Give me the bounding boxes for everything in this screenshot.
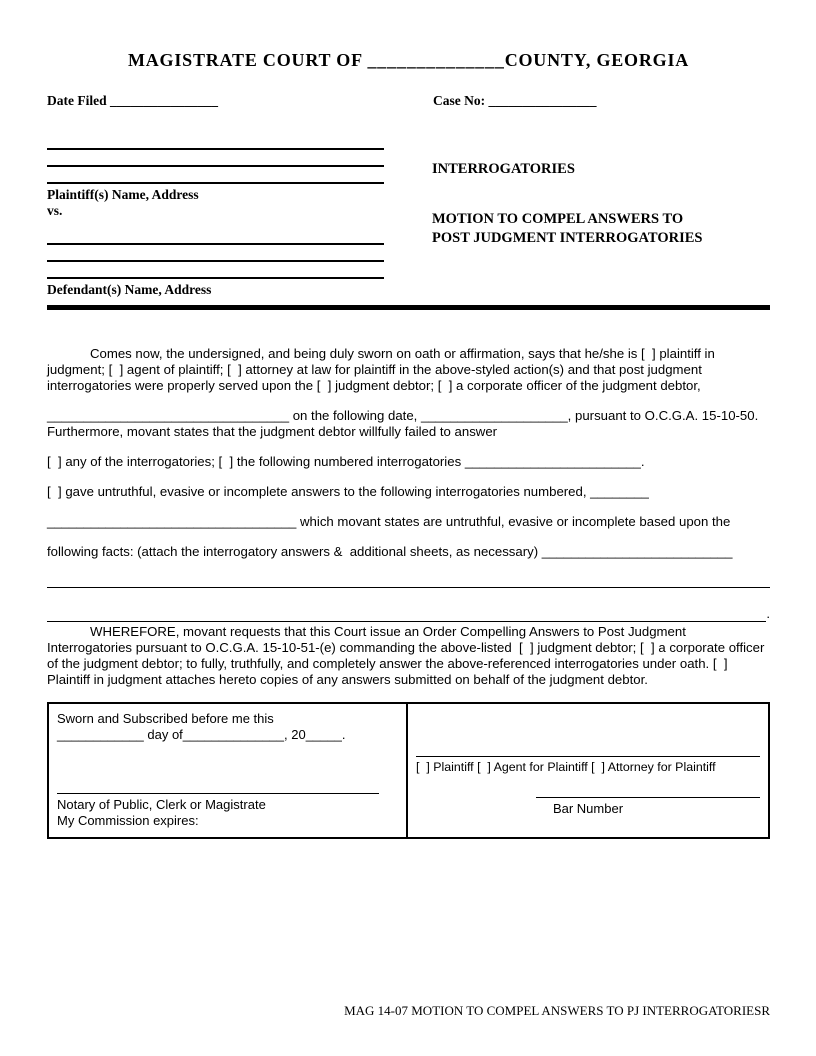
- document-headings: [432, 133, 770, 297]
- plaintiff-name-line: [47, 133, 384, 150]
- movant-capacity-row: [ ] Plaintiff [ ] Agent for Plaintiff [ ] Attorney for Plaintiff: [416, 760, 716, 774]
- plaintiff-address-line-1: [47, 150, 384, 167]
- bar-number-block: [416, 787, 760, 817]
- motion-body: [47, 346, 770, 688]
- wherefore-paragraph: WHEREFORE, movant requests that this Court issue an Order Compelling Answers to Post Judgment Interrogatories pursuant to O.C.G.A. 15-10-51-(e) commanding the above-listed [ ] judgment debtor; [ ] a corporate officer of the judgment debtor; to fully, truthfully, and completely answer the above-referenced interrogatories under oath. [ ] Plaintiff in judgment attaches hereto copies of any answers submitted on behalf of the judgment debtor.: [47, 624, 769, 687]
- interrogatories-heading: INTERROGATORIES: [432, 161, 575, 177]
- failed-answer-option: [ ] any of the interrogatories; [ ] the following numbered interrogatories ________________________.: [47, 454, 645, 469]
- defendant-address-line-1: [47, 245, 384, 262]
- motion-title-line-1: MOTION TO COMPEL ANSWERS TO: [432, 211, 684, 227]
- oath-paragraph: Comes now, the undersigned, and being duly sworn on oath or affirmation, says that he/she is [ ] plaintiff in judgment; [ ] agent of plaintiff; [ ] attorney at law for plaintiff in the above-styled action(s) and that post judgment interrogatories were properly served upon the [ ] judgment debtor; [ ] a corporate officer of the judgment debtor,: [47, 346, 719, 393]
- notary-block: [57, 781, 379, 829]
- section-divider-rule: [47, 305, 770, 310]
- facts-paragraph: following facts: (attach the interrogatory answers & additional sheets, as necessary) __________________________: [47, 544, 733, 559]
- blank-line-period: .: [766, 606, 770, 621]
- movant-signature-line: [416, 744, 760, 757]
- commission-expires-label: My Commission expires:: [57, 813, 199, 828]
- case-no-field: Case No: ________________: [433, 93, 597, 108]
- notary-signature-line: [57, 781, 379, 794]
- service-paragraph: _________________________________ on the following date, ____________________, pursuant to O.C.G.A. 15-10-50. Furthermore, movant states that the judgment debtor willfully failed to answer: [47, 408, 762, 439]
- bar-number-label: Bar Number: [552, 801, 624, 816]
- form-number-footer: MAG 14-07 MOTION TO COMPEL ANSWERS TO PJ INTERROGATORIESR: [344, 1003, 770, 1018]
- party-caption: [47, 133, 384, 297]
- movant-cell: [408, 704, 768, 837]
- case-caption: [47, 133, 770, 297]
- header-row: [47, 93, 770, 109]
- defendant-name-line: [47, 228, 384, 245]
- plaintiff-label: Plaintiff(s) Name, Address: [47, 187, 199, 202]
- bar-number-line: [536, 787, 760, 798]
- signature-table: [47, 702, 770, 839]
- defendant-address-line-2: [47, 262, 384, 279]
- motion-title: [432, 210, 770, 248]
- untruthful-continuation: __________________________________ which movant states are untruthful, evasive or incomplete based upon the: [47, 514, 731, 529]
- facts-blank-line-2: [47, 606, 770, 622]
- motion-title-line-2: POST JUDGMENT INTERROGATORIES: [432, 230, 703, 246]
- defendant-label: Defendant(s) Name, Address: [47, 282, 212, 297]
- notary-cell: [49, 704, 408, 837]
- vs-label: vs.: [47, 203, 63, 218]
- notary-label: Notary of Public, Clerk or Magistrate: [57, 797, 266, 812]
- plaintiff-address-line-2: [47, 167, 384, 184]
- untruthful-option: [ ] gave untruthful, evasive or incomplete answers to the following interrogatories numbered, ________: [47, 484, 649, 499]
- date-filed-field: Date Filed ________________: [47, 93, 218, 108]
- sworn-subscribed-line-2: ____________ day of______________, 20_____.: [57, 727, 346, 742]
- facts-blank-line-2-rule: [47, 608, 766, 622]
- facts-blank-line-1: [47, 574, 770, 588]
- page-title: MAGISTRATE COURT OF ______________COUNTY, GEORGIA: [127, 50, 690, 70]
- sworn-subscribed-line-1: Sworn and Subscribed before me this: [57, 711, 274, 726]
